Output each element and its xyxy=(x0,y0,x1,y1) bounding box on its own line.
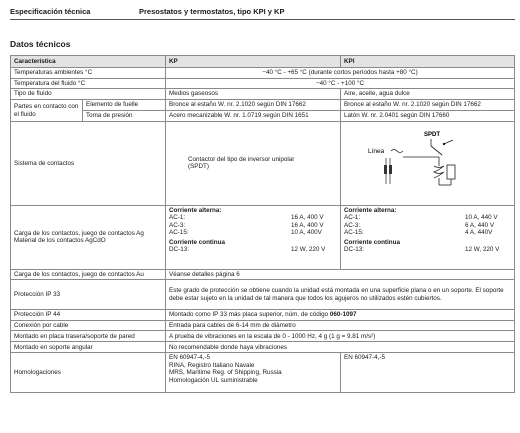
approvals-label: Homologaciones xyxy=(11,353,166,393)
header-kp: KP xyxy=(166,56,341,68)
table-row xyxy=(11,68,515,79)
table-header-row xyxy=(11,56,515,68)
tech-data-table xyxy=(10,55,515,393)
table-row xyxy=(11,269,515,280)
ip33-label: Protección IP 33 xyxy=(11,280,166,310)
list-item: AC-3: 16 A, 400 V xyxy=(169,221,324,229)
table-row xyxy=(11,310,515,321)
approvals-kp xyxy=(166,353,341,393)
load-au-value: Véanse detalles página 6 xyxy=(166,269,515,280)
ip44-value: Montado como IP 33 más placa superior, núm. de código 060-1097 xyxy=(166,310,515,321)
list-item: AC-1: 10 A, 440 V xyxy=(344,214,498,222)
contact-diagram-cell xyxy=(341,122,515,206)
kp-ac-title: Corriente alterna: xyxy=(169,206,222,214)
table-row xyxy=(11,342,515,353)
list-item: AC-3: 6 A, 440 V xyxy=(344,221,495,229)
load-kpi-cell xyxy=(341,205,515,269)
ip44-label: Protección IP 44 xyxy=(11,310,166,321)
ip33-value: Este grado de protección se obtiene cuando la unidad está montada en una superficie plana o en un soporte. El soporte debe estar sujeto en la unidad de tal manera que todos los agujeros no utilizados estén cubiertos. xyxy=(166,280,515,310)
table-row xyxy=(11,122,515,206)
table-row xyxy=(11,353,515,393)
panel-mount-label: Montado en placa trasera/soporte de pared xyxy=(11,331,166,342)
header-right: Presostatos y termostatos, tipo KPI y KP xyxy=(139,7,285,16)
list-item: DC-13: 12 W, 220 V xyxy=(169,246,326,254)
angle-mount-label: Montado en soporte angular xyxy=(11,342,166,353)
list-item: AC-15: 10 A, 400V xyxy=(169,229,322,237)
contact-system-kp: Contactor del tipo de inversor unipolar (SPDT) xyxy=(166,122,341,206)
header-kpi: KPI xyxy=(341,56,515,68)
contact-system-label: Sistema de contactos xyxy=(11,122,166,206)
table-row xyxy=(11,78,515,89)
table-row xyxy=(11,100,515,111)
list-item: MRS, Maritime Reg. of Shipping, Russia xyxy=(169,369,282,377)
bellows-kp: Bronce al estaño W. nr. 2.1020 según DIN 17662 xyxy=(166,100,341,111)
panel-mount-value: A prueba de vibraciones en la escala de 0 - 1000 Hz, 4 g (1 g = 9.81 m/s²) xyxy=(166,331,515,342)
fluid-type-kp: Medios gaseosos xyxy=(166,89,341,100)
approvals-kpi xyxy=(341,353,515,393)
list-item: EN 60947-4,-5 xyxy=(169,354,210,362)
fluid-type-label: Tipo de fluido xyxy=(11,89,166,100)
list-item: AC-1: 16 A, 400 V xyxy=(169,214,324,222)
page-header xyxy=(10,5,515,20)
load-kp-cell xyxy=(166,205,341,269)
list-item: Homologación UL suministrable xyxy=(169,376,258,384)
table-row xyxy=(11,89,515,100)
bellows-label: Elemento de fuelle xyxy=(83,100,166,111)
diagram-line-text: Línea xyxy=(368,148,385,156)
kpi-dc-title: Corriente continua xyxy=(344,238,400,246)
header-left: Especificación técnica xyxy=(10,7,91,16)
section-title: Datos técnicos xyxy=(10,39,71,49)
fluid-temp-label: Temperatura del fluido °C xyxy=(11,78,166,89)
pressure-tap-kpi: Latón W. nr. 2.0401 según DIN 17660 xyxy=(341,111,515,122)
table-row xyxy=(11,331,515,342)
table-row xyxy=(11,205,515,269)
fluid-temp-value: −40 °C - +100 °C xyxy=(166,78,515,89)
header-characteristic: Característica xyxy=(11,56,166,68)
load-ag-label: Carga de los contactos, juego de contactos Ag Material de los contactos AgCdO xyxy=(11,205,166,269)
kp-ac-list xyxy=(169,214,337,237)
pressure-tap-label: Toma de presión xyxy=(83,111,166,122)
pressure-tap-kp: Acero mecanizable W. nr. 1.0719 según DIN 1651 xyxy=(166,111,341,122)
ambient-temp-value: −40 °C - +65 °C (durante cortos períodos hasta +80 °C) xyxy=(166,68,515,79)
cable-value: Entrada para cables de 6-14 mm de diámetro xyxy=(166,320,515,331)
table-row xyxy=(11,280,515,310)
spdt-diagram-icon xyxy=(341,122,515,202)
cable-label: Conexión por cable xyxy=(11,320,166,331)
list-item: AC-15: 4 A, 440V xyxy=(344,229,493,237)
load-au-label: Carga de los contactos, juego de contactos Au xyxy=(11,269,166,280)
ip44-code: 060-1097 xyxy=(329,311,357,319)
list-item: EN 60947-4,-5 xyxy=(344,354,385,362)
fluid-type-kpi: Aire, aceite, agua dulce xyxy=(341,89,515,100)
parts-label: Partes en contacto con el fluido xyxy=(11,100,83,122)
angle-mount-value: No recomendable donde haya vibraciones xyxy=(166,342,515,353)
table-row xyxy=(11,320,515,331)
diagram-spdt-text: SPDT xyxy=(424,132,441,139)
kpi-ac-title: Corriente alterna: xyxy=(344,206,397,214)
kpi-ac-list xyxy=(344,214,511,237)
list-item: DC-13: 12 W, 220 V xyxy=(344,246,500,254)
list-item: RINA, Registro Italiano Navale xyxy=(169,361,255,369)
kp-dc-title: Corriente continua xyxy=(169,238,225,246)
ambient-temp-label: Temperaturas ambientes °C xyxy=(11,68,166,79)
bellows-kpi: Bronce al estaño W. nr. 2.1020 según DIN 17662 xyxy=(341,100,515,111)
table-row xyxy=(11,111,515,122)
